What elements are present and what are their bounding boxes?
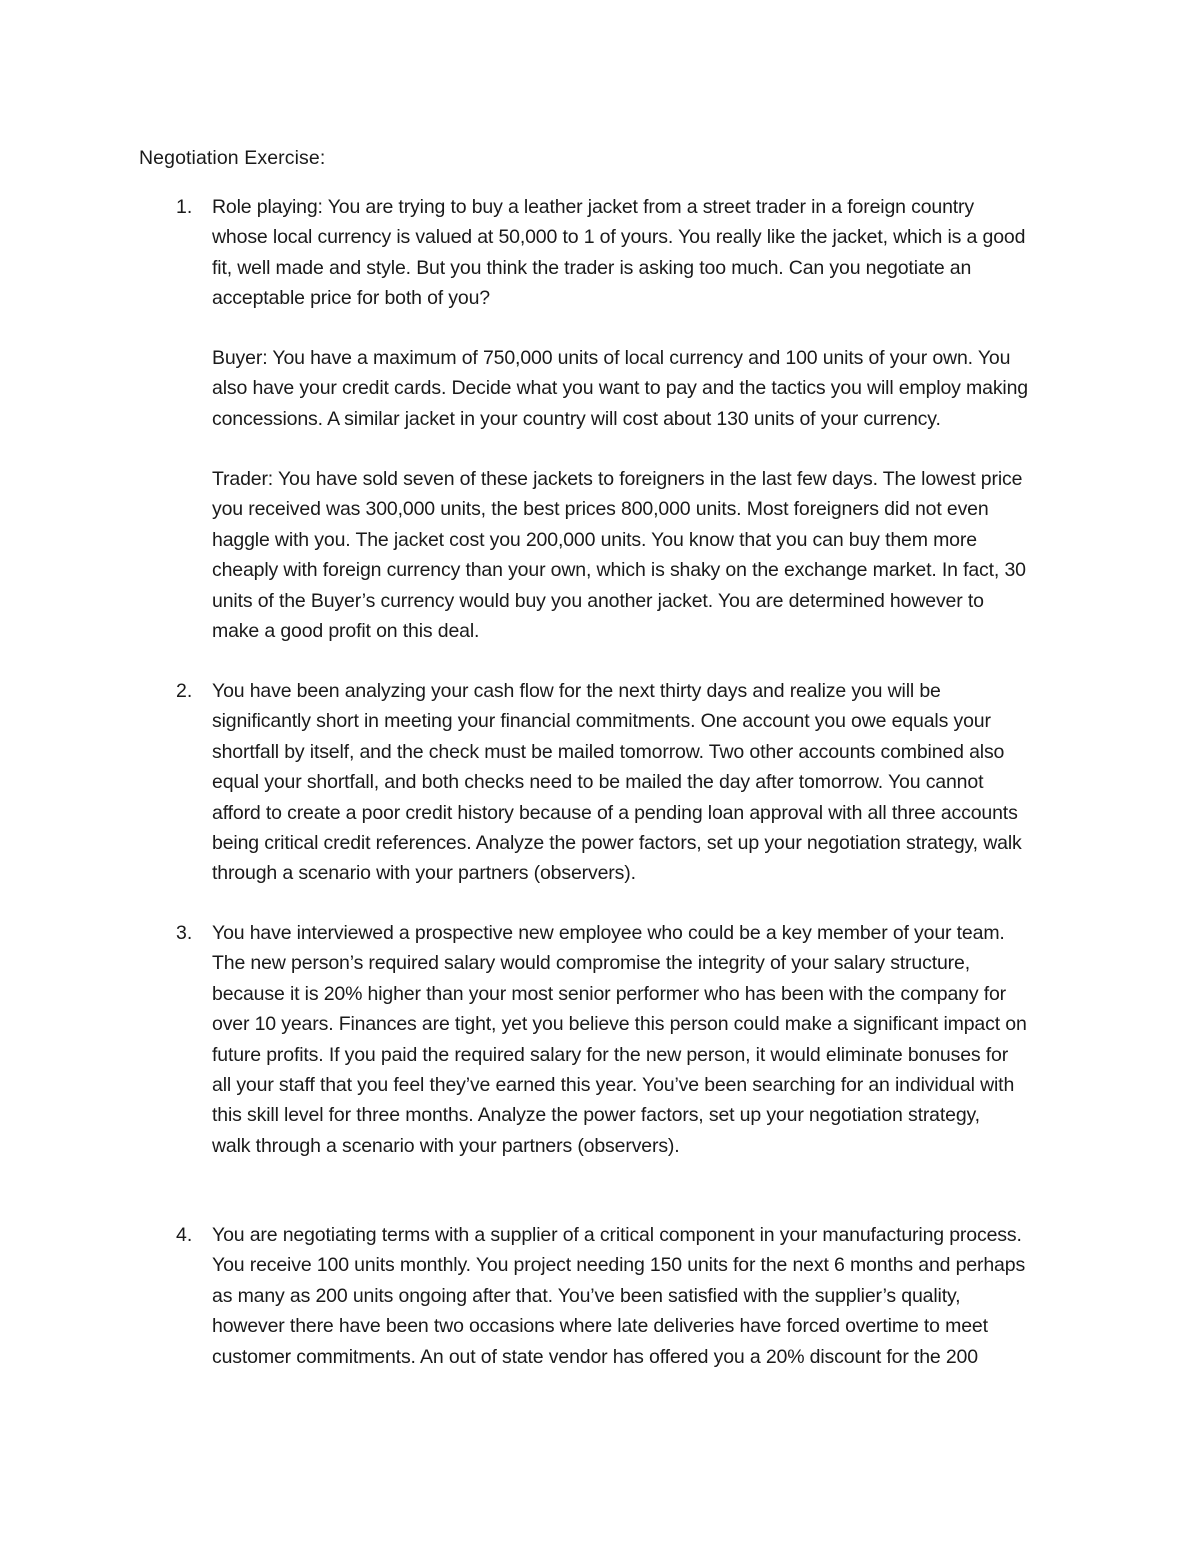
text-line: however there have been two occasions where late deliveries have forced overtime to meet [212, 1315, 988, 1338]
text-line: You are negotiating terms with a supplier of a critical component in your manufacturing process. [212, 1224, 1022, 1246]
text-line: acceptable price for both of you? [212, 287, 490, 310]
text-line: you received was 300,000 units, the best prices 800,000 units. Most foreigners did not even [212, 498, 989, 521]
text-line: concessions. A similar jacket in your country will cost about 130 units of your currency. [212, 407, 941, 430]
text-line: also have your credit cards. Decide what you want to pay and the tactics you will employ making [212, 377, 1028, 400]
text-line: being critical credit references. Analyze the power factors, set up your negotiation strategy, walk [212, 832, 1022, 855]
item-number: 3. [176, 922, 193, 944]
text-line: future profits. If you paid the required salary for the new person, it would eliminate bonuses for [212, 1043, 1009, 1066]
text-line: haggle with you. The jacket cost you 200,000 units. You know that you can buy them more [212, 528, 977, 551]
text-line: units of the Buyer’s currency would buy you another jacket. You are determined however to [212, 589, 984, 612]
paragraph-trader [212, 464, 1072, 646]
text-line: whose local currency is valued at 50,000 to 1 of yours. You really like the jacket, which is a good [212, 226, 1026, 249]
paragraph-new-employee [212, 918, 1072, 1161]
text-line: cheaply with foreign currency than your own, which is shaky on the exchange market. In fact, 30 [212, 559, 1026, 582]
item-number: 2. [176, 680, 193, 702]
text-line: afford to create a poor credit history because of a pending loan approval with all three accounts [212, 801, 1018, 824]
text-line: all your staff that you feel they’ve earned this year. You’ve been searching for an individual with [212, 1074, 1015, 1097]
item-number: 1. [176, 196, 193, 218]
text-line: fit, well made and style. But you think the trader is asking too much. Can you negotiate an [212, 256, 972, 279]
text-line: through a scenario with your partners (observers). [212, 862, 636, 885]
text-line: this skill level for three months. Analyze the power factors, set up your negotiation strategy, [212, 1104, 980, 1127]
text-line: Role playing: You are trying to buy a leather jacket from a street trader in a foreign country [212, 196, 974, 218]
text-line: You receive 100 units monthly. You project needing 150 units for the next 6 months and perhaps [212, 1254, 1026, 1277]
document-title: Negotiation Exercise: [139, 147, 326, 169]
text-line: equal your shortfall, and both checks need to be mailed the day after tomorrow. You cannot [212, 771, 984, 794]
text-line: as many as 200 units ongoing after that. You’ve been satisfied with the supplier’s quality, [212, 1284, 961, 1307]
text-line: because it is 20% higher than your most senior performer who has been with the company for [212, 982, 1007, 1005]
text-line: You have interviewed a prospective new employee who could be a key member of your team. [212, 922, 1005, 944]
text-line: make a good profit on this deal. [212, 620, 480, 643]
text-line: shortfall by itself, and the check must be mailed tomorrow. Two other accounts combined also [212, 740, 1005, 763]
text-line: walk through a scenario with your partners (observers). [212, 1134, 680, 1157]
text-line: Buyer: You have a maximum of 750,000 units of local currency and 100 units of your own. You [212, 347, 1011, 369]
text-line: Trader: You have sold seven of these jackets to foreigners in the last few days. The lowest price [212, 468, 1023, 490]
paragraph-role-playing [212, 192, 1072, 314]
paragraph-supplier [212, 1220, 1072, 1372]
item-number: 4. [176, 1224, 193, 1246]
text-line: customer commitments. An out of state vendor has offered you a 20% discount for the 200 [212, 1345, 978, 1368]
text-line: over 10 years. Finances are tight, yet you believe this person could make a significant impact on [212, 1013, 1027, 1036]
paragraph-buyer [212, 343, 1072, 434]
text-line: significantly short in meeting your financial commitments. One account you owe equals your [212, 710, 991, 733]
text-line: The new person’s required salary would compromise the integrity of your salary structure, [212, 952, 970, 975]
paragraph-cash-flow [212, 676, 1072, 889]
text-line: You have been analyzing your cash flow for the next thirty days and realize you will be [212, 680, 941, 702]
